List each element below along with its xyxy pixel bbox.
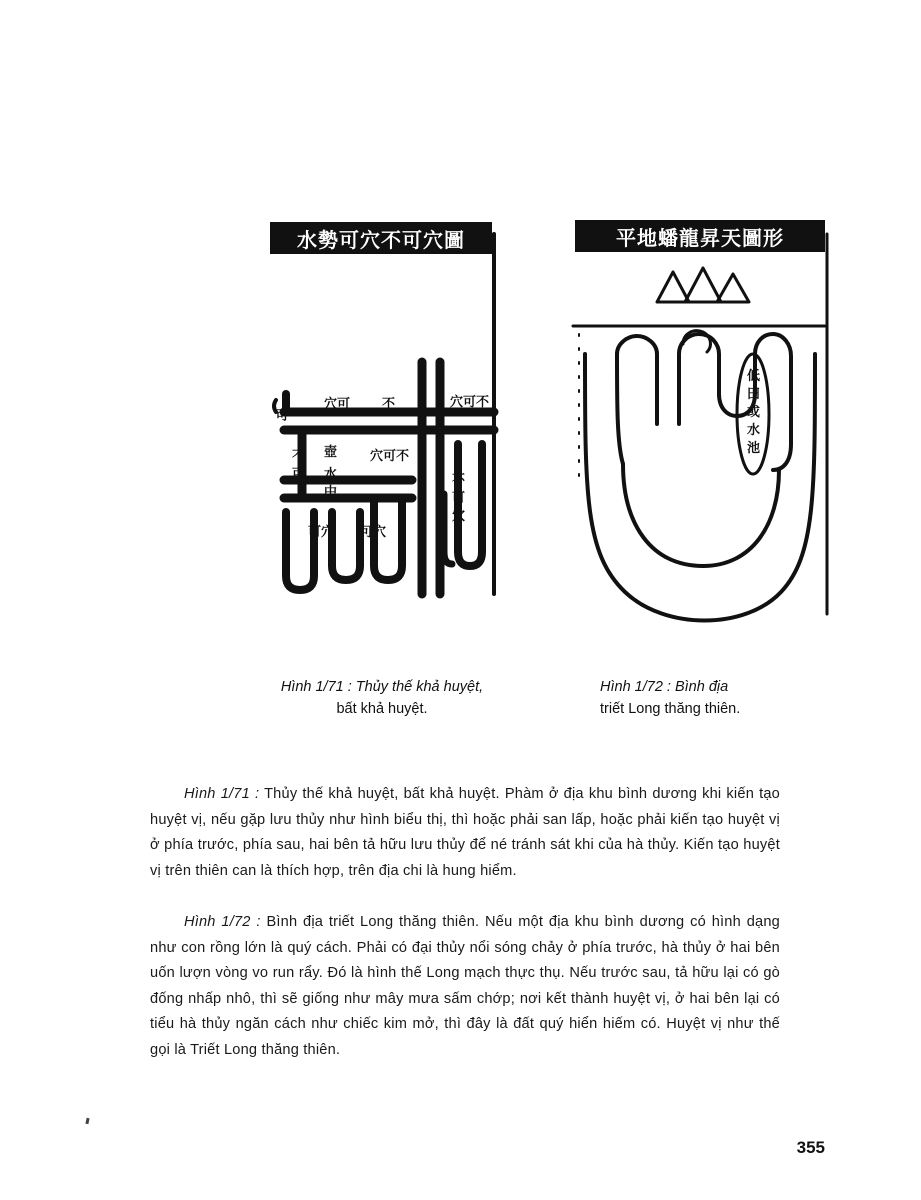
figure-1-72-caption-line1: Hình 1/72 : Bình địa [600, 679, 729, 695]
figure-1-72 [565, 194, 835, 634]
svg-text:可穴: 可穴 [308, 525, 335, 540]
paragraph-2-text: Bình địa triết Long thăng thiên. Nếu một địa khu bình dương có hình dạng như con rồng lớn là quý cách. Phải có đại thủy nổi sóng chảy ở phía trước, hà thủy ở hai bên uốn lượn vòng vo run rẩy. Đó là hình thế Long mạch thực thụ. Nếu trước sau, tả hữu lại có gò đống nhấp nhô, thì sẽ giống như mây mưa sấm chớp; nơi kết thành huyệt vị, ở hai bên lại có tiểu hà thủy ngăn cách như chiếc kim mở, thì đây là đất quý hiển hiếm có. Huyệt vị như thế gọi là Triết Long thăng thiên. [150, 914, 780, 1058]
figure-1-71 [262, 194, 502, 614]
svg-text:可: 可 [292, 467, 306, 482]
page-number: 355 [796, 1138, 825, 1157]
figure-label: 可 [272, 408, 288, 421]
figure-1-71-drawing [262, 194, 502, 614]
figure-1-72-caption [600, 676, 870, 721]
svg-text:水: 水 [324, 467, 338, 482]
figure-1-72-caption-line2: triết Long thăng thiên. [600, 701, 741, 718]
svg-text:穴: 穴 [452, 509, 466, 524]
svg-text:低: 低 [747, 369, 761, 384]
svg-text:不: 不 [292, 449, 306, 464]
figure-1-71-caption-line2: bất khả huyệt. [336, 701, 428, 718]
svg-text:或: 或 [747, 405, 761, 420]
paragraph-2-lead: Hình 1/72 : [184, 914, 261, 930]
figure-1-71-caption [232, 676, 532, 721]
paragraph-1-lead: Hình 1/71 : [184, 786, 260, 802]
svg-text:穴可不: 穴可不 [370, 449, 410, 464]
svg-text:穴可不: 穴可不 [450, 395, 490, 410]
svg-text:可穴: 可穴 [360, 525, 387, 540]
svg-text:田: 田 [747, 387, 761, 402]
svg-text:不: 不 [382, 397, 396, 412]
svg-text:不: 不 [452, 473, 466, 488]
svg-text:可: 可 [452, 491, 466, 506]
svg-text:水: 水 [747, 423, 761, 438]
figures-area [0, 180, 921, 660]
svg-text:壺: 壺 [324, 445, 338, 460]
paragraph-2 [150, 910, 780, 1063]
svg-text:穴可: 穴可 [324, 397, 351, 412]
svg-text:中: 中 [324, 485, 338, 500]
figure-1-71-caption-line1: Hình 1/71 : Thủy thế khả huyệt, [280, 679, 484, 695]
figure-1-72-banner: 平地蟠龍昇天圖形 [575, 220, 825, 252]
page-speck [85, 1118, 89, 1124]
svg-text:池: 池 [747, 441, 761, 456]
body-text [150, 782, 780, 1089]
figure-1-71-banner: 水勢可穴不可穴圖 [270, 222, 492, 254]
paragraph-1 [150, 782, 780, 884]
figure-1-72-drawing [565, 194, 835, 634]
paragraph-1-text: Thủy thế khả huyệt, bất khả huyệt. Phàm ở địa khu bình dương khi kiến tạo huyệt vị, nếu gặp lưu thủy như hình biểu thị, thì hoặc phải san lấp, hoặc phải kiến tạo huyệt vị ở phía trước, phía sau, hai bên tả hữu lưu thủy để né tránh sát khi của hà thủy. Kiến tạo huyệt vị trên thiên can là thích hợp, trên địa chi là hung hiểm. [150, 786, 780, 879]
